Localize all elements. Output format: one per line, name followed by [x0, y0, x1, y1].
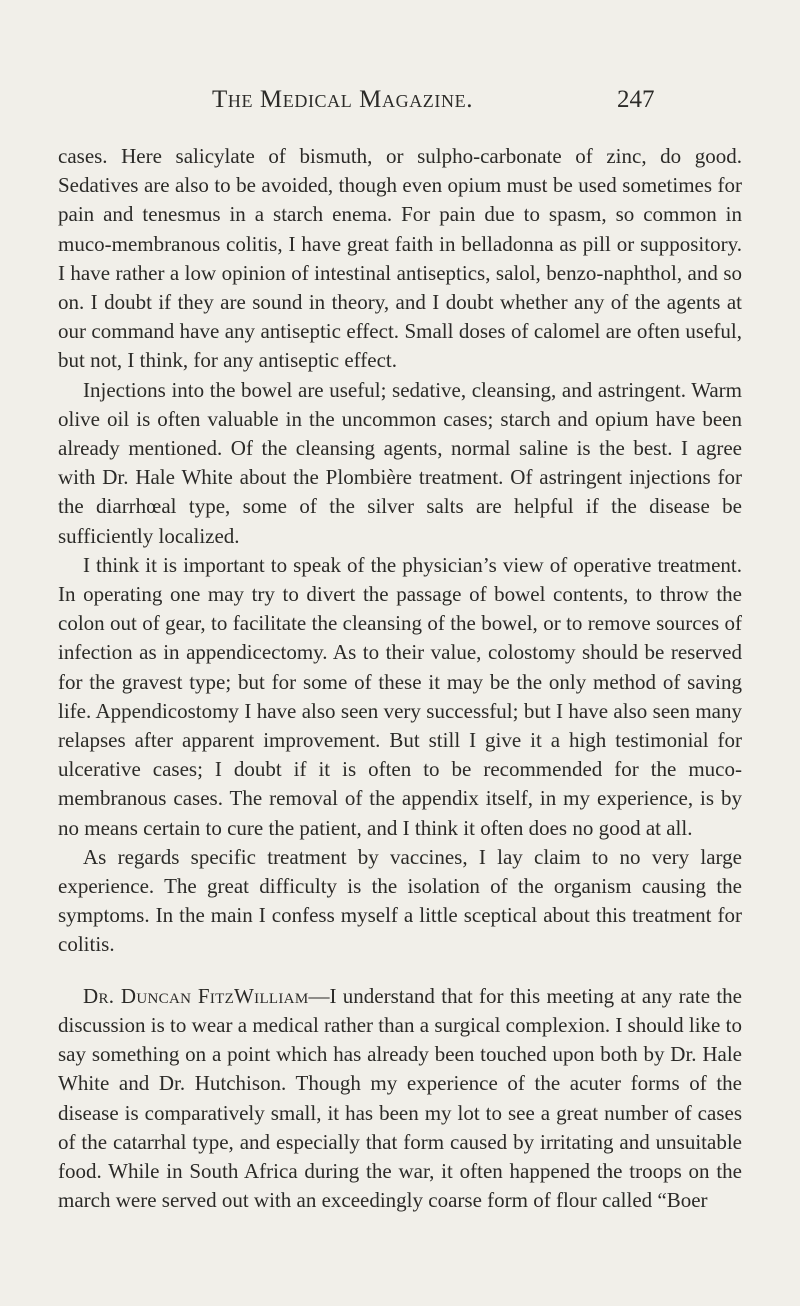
- journal-title: The Medical Magazine.: [212, 86, 474, 113]
- speaker-name: Dr. Duncan FitzWilliam: [83, 983, 309, 1008]
- speech-text: —I understand that for this meeting at any rate the discussion is to wear a medical rather than a surgical complexion. I should like to say something on a point which has already been touched upon both by Dr. Hale White and Dr. Hutchison. Though my experience of the acuter forms of the disease is comparatively small, it has been my lot to see a great number of cases of the catarrhal type, and especially that form caused by irritating and unsuitable food. While in South Africa during the war, it often happened the troops on the march were served out with an exceedingly coarse form of flour called “Boer: [58, 983, 743, 1213]
- running-header: [0, 86, 800, 118]
- discussion-paragraph: [58, 982, 742, 1216]
- paragraph: cases. Here salicylate of bismuth, or sulpho-carbonate of zinc, do good. Sedatives are also to be avoided, though even opium must be used sometimes for pain and tenesmus in a starch enema. For pain due to spasm, so common in muco-membranous colitis, I have great faith in belladonna as pill or suppository. I have rather a low opinion of intestinal antiseptics, salol, benzo-naphthol, and so on. I doubt if they are sound in theory, and I doubt whether any of the agents at our command have any antiseptic effect. Small doses of calomel are often useful, but not, I think, for any antiseptic effect.: [58, 144, 742, 373]
- page-number: 247: [617, 86, 655, 113]
- paragraph: As regards specific treatment by vaccines, I lay claim to no very large experience. The great difficulty is the isolation of the organism causing the symptoms. In the main I confess myself a little sceptical about this treatment for colitis.: [58, 844, 742, 957]
- article-body: [58, 142, 742, 1215]
- paragraph: I think it is important to speak of the physician’s view of operative treatment. In operating one may try to divert the passage of bowel contents, to throw the colon out of gear, to facilitate the cleansing of the bowel, or to remove sources of infection as in appendicectomy. As to their value, colostomy should be reserved for the gravest type; but for some of these it may be the only method of saving life. Appendicostomy I have also seen very successful; but I have also seen many relapses after apparent improvement. But still I give it a high testimonial for ulcerative cases; I doubt if it is often to be recommended for the muco-membranous cases. The removal of the appendix itself, in my experience, is by no means certain to cure the patient, and I think it often does no good at all.: [58, 552, 742, 840]
- paragraph: Injections into the bowel are useful; sedative, cleansing, and astringent. Warm olive oil is often valuable in the uncommon cases; starch and opium have been already mentioned. Of the cleansing agents, normal saline is the best. I agree with Dr. Hale White about the Plombière treatment. Of astringent injections for the diarrhœal type, some of the silver salts are helpful if the disease be sufficiently localized.: [58, 377, 742, 548]
